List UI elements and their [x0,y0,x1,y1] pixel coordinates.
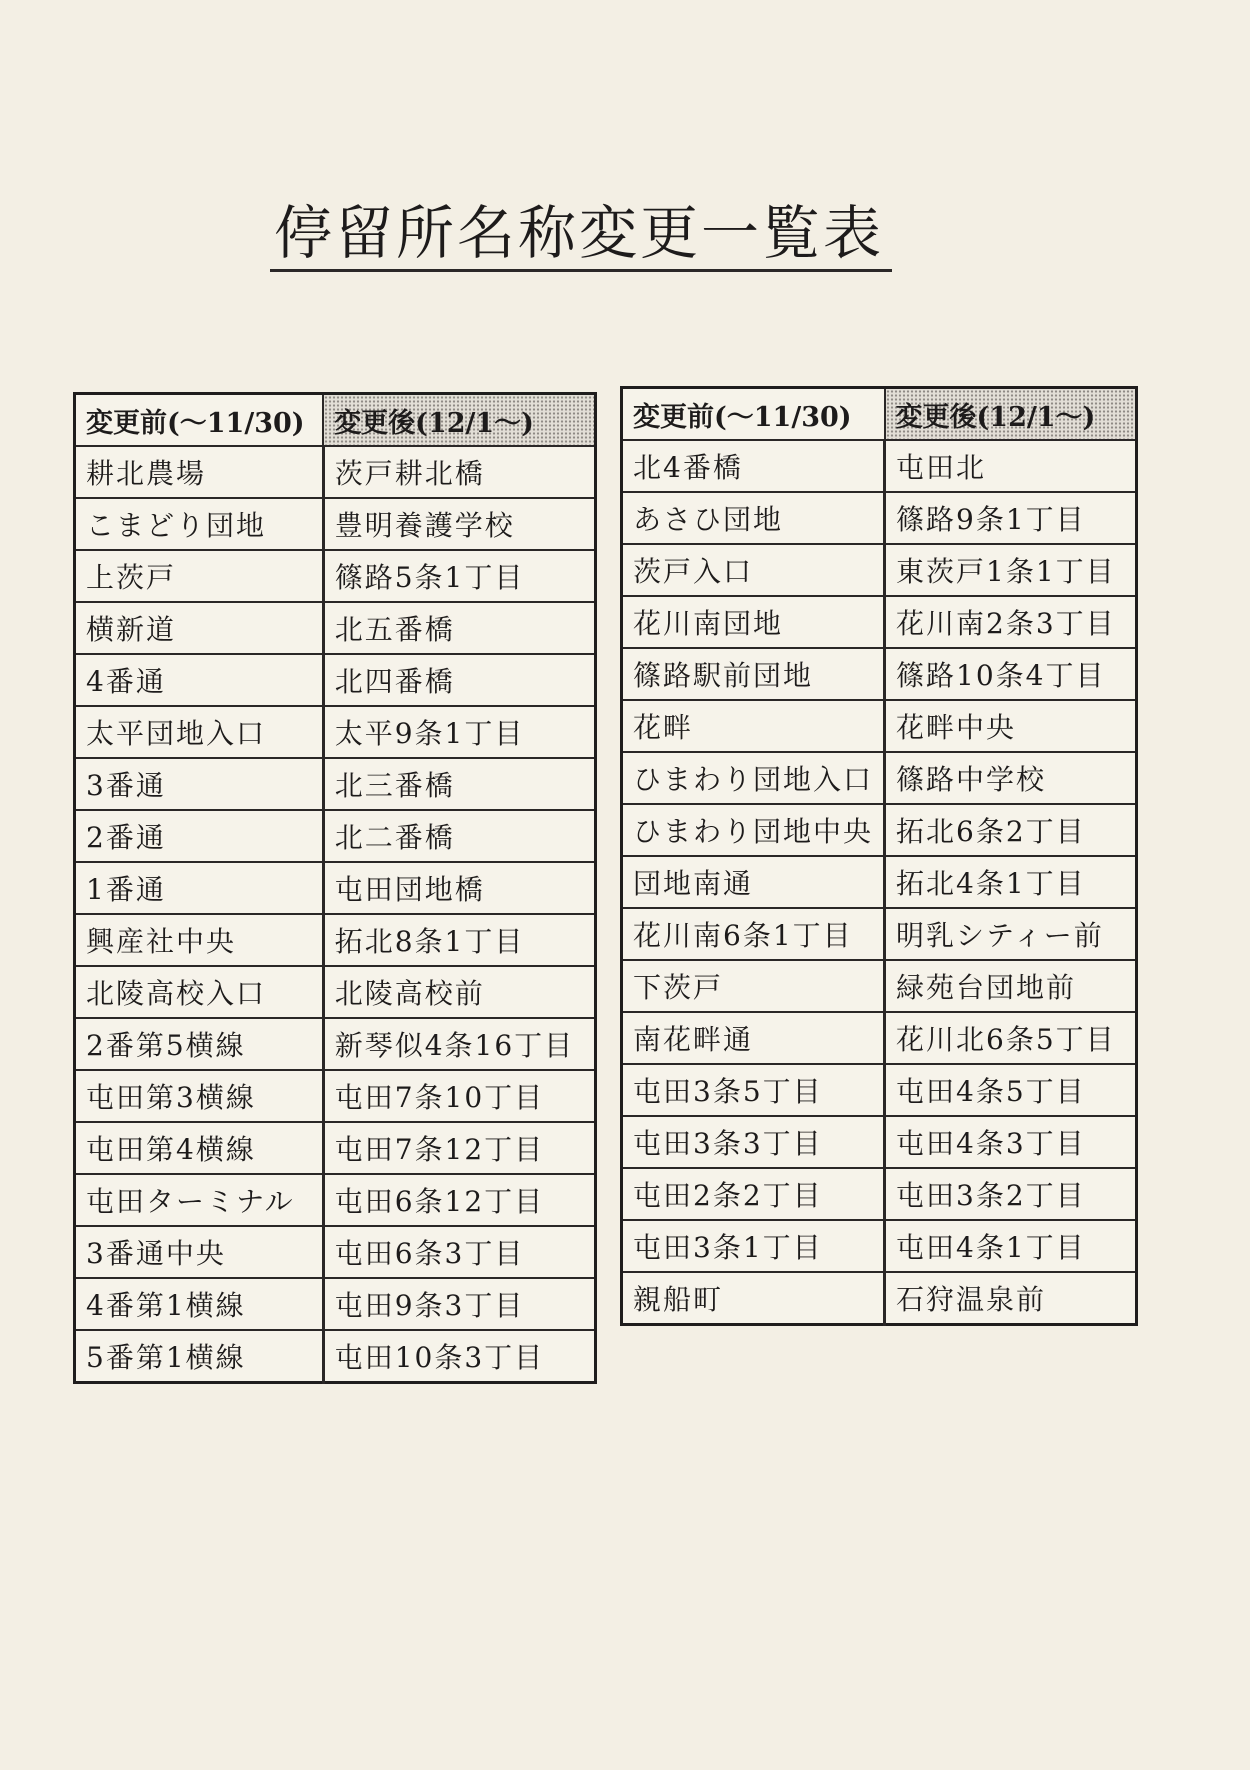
table-row [622,908,1137,960]
table-row [622,700,1137,752]
stop-name-before: 屯田2条2丁目 [622,1168,885,1220]
stop-name-after: 屯田7条12丁目 [323,1122,595,1174]
stop-name-before: 屯田第4横線 [75,1122,324,1174]
table-row [622,1012,1137,1064]
table-row [75,602,596,654]
stop-name-before: 横新道 [75,602,324,654]
stop-name-before: 1番通 [75,862,324,914]
table-row [75,966,596,1018]
stop-name-after: 屯田6条12丁目 [323,1174,595,1226]
table-row [622,1272,1137,1325]
stop-name-after: 石狩温泉前 [885,1272,1137,1325]
header-after: 変更後(12/1～) [885,388,1137,441]
stop-name-before: こまどり団地 [75,498,324,550]
stop-name-before: 5番第1横線 [75,1330,324,1383]
table-row [75,550,596,602]
stop-name-before: 屯田3条3丁目 [622,1116,885,1168]
stop-name-before: 南花畔通 [622,1012,885,1064]
stop-name-before: 篠路駅前団地 [622,648,885,700]
table-row [622,856,1137,908]
stop-name-after: 花川南2条3丁目 [885,596,1137,648]
table-row [75,1330,596,1383]
stop-name-after: 屯田3条2丁目 [885,1168,1137,1220]
stop-name-after: 太平9条1丁目 [323,706,595,758]
stop-name-before: 下茨戸 [622,960,885,1012]
table-row [75,1070,596,1122]
stop-name-after: 茨戸耕北橋 [323,446,595,498]
table-row [75,1122,596,1174]
stop-name-after: 屯田4条5丁目 [885,1064,1137,1116]
stop-name-after: 屯田4条3丁目 [885,1116,1137,1168]
table-body-left [75,446,596,1383]
stop-name-after: 篠路中学校 [885,752,1137,804]
table-body-right [622,440,1137,1325]
table-row [75,810,596,862]
stop-name-before: 花川南6条1丁目 [622,908,885,960]
table-row [622,1116,1137,1168]
stop-name-after: 北三番橋 [323,758,595,810]
stop-name-before: 4番通 [75,654,324,706]
stop-name-after: 屯田7条10丁目 [323,1070,595,1122]
table-row [622,648,1137,700]
stop-name-before: 屯田3条1丁目 [622,1220,885,1272]
stop-name-after: 花畔中央 [885,700,1137,752]
stop-name-after: 拓北4条1丁目 [885,856,1137,908]
header-after: 変更後(12/1～) [323,394,595,447]
table-row [75,446,596,498]
stop-name-after: 北五番橋 [323,602,595,654]
table-row [75,862,596,914]
stop-name-after: 篠路9条1丁目 [885,492,1137,544]
table-row [622,544,1137,596]
table-row [622,960,1137,1012]
table-row [75,914,596,966]
stop-name-after: 屯田4条1丁目 [885,1220,1137,1272]
stop-name-after: 篠路10条4丁目 [885,648,1137,700]
stop-name-before: 屯田ターミナル [75,1174,324,1226]
table-row [75,1174,596,1226]
table-row [75,654,596,706]
stop-name-after: 豊明養護学校 [323,498,595,550]
stop-name-after: 新琴似4条16丁目 [323,1018,595,1070]
table-row [622,492,1137,544]
stop-name-after: 北陵高校前 [323,966,595,1018]
table-row [75,498,596,550]
stop-name-before: ひまわり団地入口 [622,752,885,804]
stop-name-before: ひまわり団地中央 [622,804,885,856]
stop-name-before: 屯田第3横線 [75,1070,324,1122]
stop-change-table-left [73,392,597,1384]
header-before: 変更前(～11/30) [75,394,324,447]
stop-name-before: 北4番橋 [622,440,885,492]
table-row [622,752,1137,804]
stop-name-before: 茨戸入口 [622,544,885,596]
stop-name-after: 拓北8条1丁目 [323,914,595,966]
stop-name-after: 屯田10条3丁目 [323,1330,595,1383]
table-row [75,706,596,758]
stop-name-before: 4番第1横線 [75,1278,324,1330]
table-row [622,1220,1137,1272]
page-title: 停留所名称変更一覧表 [270,200,892,272]
stop-name-before: 団地南通 [622,856,885,908]
stop-name-before: 2番第5横線 [75,1018,324,1070]
stop-name-after: 緑苑台団地前 [885,960,1137,1012]
stop-name-before: 親船町 [622,1272,885,1325]
table-row [622,596,1137,648]
stop-name-before: 花川南団地 [622,596,885,648]
stop-name-before: 3番通 [75,758,324,810]
stop-name-before: 上茨戸 [75,550,324,602]
stop-name-before: 太平団地入口 [75,706,324,758]
stop-name-after: 屯田9条3丁目 [323,1278,595,1330]
stop-name-before: 屯田3条5丁目 [622,1064,885,1116]
table-header-row [622,388,1137,441]
stop-name-before: 3番通中央 [75,1226,324,1278]
stop-name-before: 北陵高校入口 [75,966,324,1018]
header-before: 変更前(～11/30) [622,388,885,441]
stop-name-after: 屯田6条3丁目 [323,1226,595,1278]
table-row [75,758,596,810]
stop-name-before: 興産社中央 [75,914,324,966]
stop-name-before: 2番通 [75,810,324,862]
table-row [75,1278,596,1330]
stop-name-before: あさひ団地 [622,492,885,544]
stop-name-after: 花川北6条5丁目 [885,1012,1137,1064]
stop-name-before: 耕北農場 [75,446,324,498]
stop-name-after: 屯田北 [885,440,1137,492]
table-row [622,1168,1137,1220]
stop-change-table-right [620,386,1138,1326]
stop-name-after: 篠路5条1丁目 [323,550,595,602]
stop-name-after: 北四番橋 [323,654,595,706]
table-row [622,440,1137,492]
table-header-row [75,394,596,447]
stop-name-after: 拓北6条2丁目 [885,804,1137,856]
stop-name-after: 北二番橋 [323,810,595,862]
table-row [622,804,1137,856]
stop-name-after: 屯田団地橋 [323,862,595,914]
stop-name-before: 花畔 [622,700,885,752]
table-row [75,1226,596,1278]
stop-name-after: 明乳シティー前 [885,908,1137,960]
table-row [622,1064,1137,1116]
stop-name-after: 東茨戸1条1丁目 [885,544,1137,596]
table-row [75,1018,596,1070]
